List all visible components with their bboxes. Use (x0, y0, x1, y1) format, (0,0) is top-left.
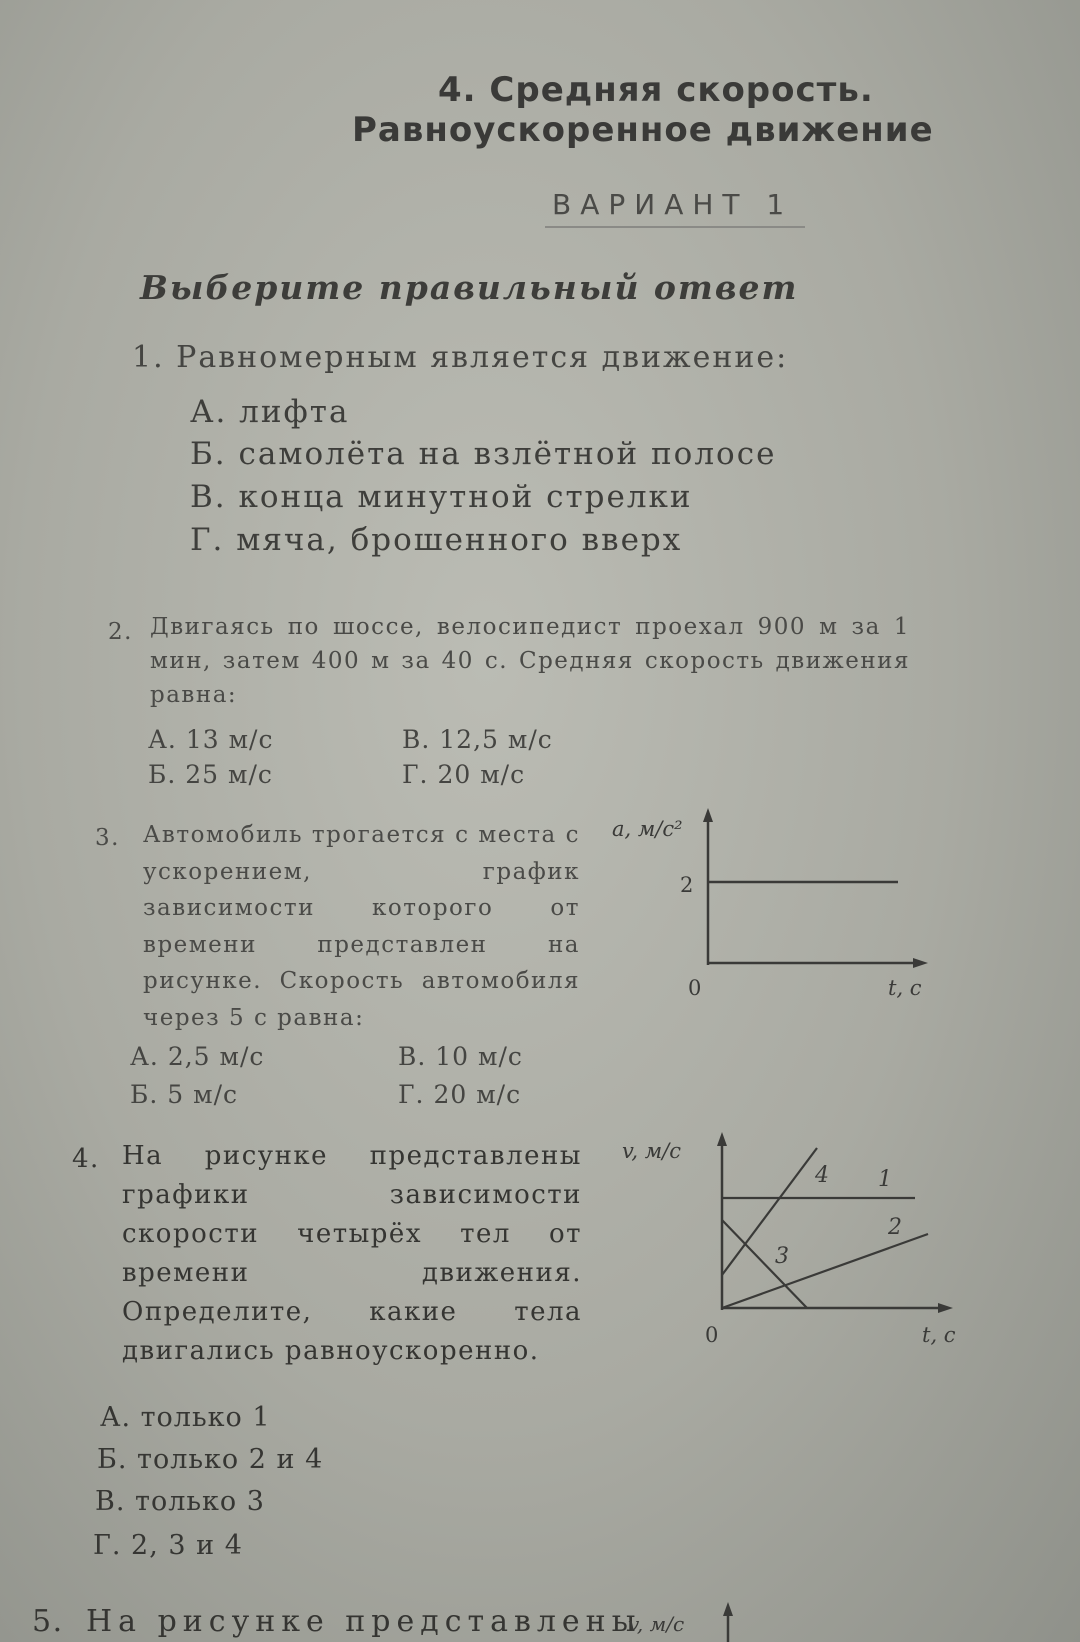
q1-option-c[interactable]: В. конца минутной стрелки (190, 479, 693, 515)
q5-number: 5. (32, 1604, 64, 1639)
q4-number: 4. (72, 1144, 100, 1174)
q4-x-arrow (938, 1303, 953, 1313)
q5-graph-y-label: v, м/с (628, 1612, 685, 1636)
instruction-heading: Выберите правильный ответ (140, 268, 799, 307)
q2-number: 2. (108, 619, 133, 645)
q3-option-c[interactable]: В. 10 м/с (398, 1042, 523, 1071)
q4-option-a[interactable]: А. только 1 (100, 1402, 271, 1433)
q3-acceleration-graph (600, 800, 940, 1010)
q4-option-b[interactable]: Б. только 2 и 4 (97, 1444, 324, 1475)
q3-text: Автомобиль трогается с места с ускорением, график зависимости которого от времени представлен на рисунке. Скорость автомобиля через 5 с равна: (143, 822, 580, 1031)
q4-line-4 (722, 1148, 817, 1275)
q3-x-arrow (913, 958, 928, 968)
q3-option-d[interactable]: Г. 20 м/с (398, 1080, 522, 1109)
q4-velocity-graph (610, 1130, 970, 1360)
q2-option-c[interactable]: В. 12,5 м/с (402, 725, 553, 754)
q4-x-label: t, с (922, 1323, 956, 1347)
q3-x-label: t, с (888, 976, 922, 1000)
q4-line-3 (722, 1220, 807, 1308)
q4-label-2: 2 (888, 1215, 902, 1240)
q3-y-arrow (703, 808, 713, 822)
q3-option-b[interactable]: Б. 5 м/с (130, 1080, 238, 1109)
q4-text: На рисунке представлены графики зависимости скорости четырёх тел от времени движения. Определите, какие тела двигались равноускоренно. (122, 1141, 582, 1366)
page-title-line2: Равноускоренное движение (352, 110, 934, 150)
q3-y-tick: 2 (680, 873, 694, 897)
q3-y-label: a, м/с² (612, 817, 683, 841)
q2-option-d[interactable]: Г. 20 м/с (402, 760, 526, 789)
q3-option-a[interactable]: А. 2,5 м/с (130, 1042, 265, 1071)
q1-option-a[interactable]: А. лифта (190, 394, 350, 430)
q4-label-1: 1 (878, 1167, 892, 1192)
q4-line-2 (722, 1234, 928, 1308)
q4-label-3: 3 (775, 1244, 789, 1269)
q1-option-b[interactable]: Б. самолёта на взлётной полосе (190, 436, 777, 472)
q3-origin: 0 (688, 976, 702, 1000)
page-title-line1: 4. Средняя скорость. (438, 70, 874, 110)
variant-label: ВАРИАНТ 1 (552, 188, 794, 221)
q5-text: На рисунке представлены (86, 1604, 642, 1639)
q1-text: 1. Равномерным является движение: (132, 340, 789, 375)
q2-option-a[interactable]: А. 13 м/с (148, 725, 274, 754)
q4-label-4: 4 (815, 1163, 829, 1188)
q1-option-d[interactable]: Г. мяча, брошенного вверх (190, 522, 683, 558)
q4-y-label: v, м/с (622, 1139, 681, 1163)
q4-y-arrow (717, 1132, 727, 1146)
q5-graph-axis (718, 1598, 738, 1642)
q4-origin: 0 (705, 1323, 719, 1347)
q4-option-d[interactable]: Г. 2, 3 и 4 (93, 1530, 243, 1561)
q2-text: Двигаясь по шоссе, велосипедист проехал 900 м за 1 мин, затем 400 м за 40 с. Средняя скорость движения равна: (150, 614, 910, 708)
variant-underline (545, 226, 805, 228)
q2-option-b[interactable]: Б. 25 м/с (148, 760, 273, 789)
q4-option-c[interactable]: В. только 3 (95, 1486, 265, 1517)
q3-number: 3. (95, 825, 120, 851)
